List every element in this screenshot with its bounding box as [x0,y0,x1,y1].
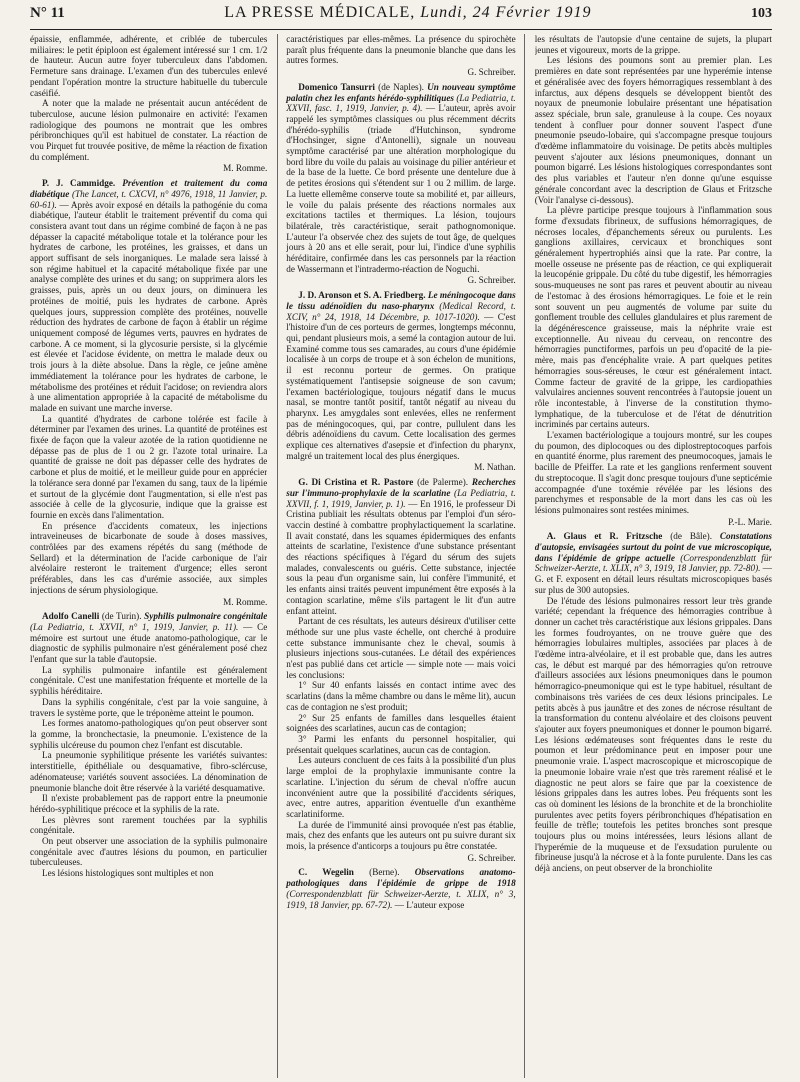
abstract-entry [30,178,267,413]
abstract-body: — C'est l'histoire d'un de ces porteurs de germes, longtemps méconnu, qui, pendant plusieurs mois, a semé la contagion autour de lui. Examiné comme tous ses camarades, au cours d'une épidémie localisée à un corps de troupe et à son échelon de munitions, il est reconnu porteur de germes. On pratique systématiquement l'antisepsie soigneuse de son cavum; l'examen bactériologique, toujours négatif dans le mucus nasal, se montre tantôt positif, tantôt négatif au niveau du pharynx. Les amygdales sont enlevées, elles ne renferment pas de méningocoques, qui, par contre, pullulent dans les débris adénoïdiens du cavum. Cette localisation des germes explique ces alternatives d'asepsie et d'infection du pharynx, malgré un traitement local des plus énergiques. [286,311,516,461]
abstract-author: A. Glaus et R. Fritzsche [546,531,663,542]
column-3 [535,34,772,1078]
abstract-source: (La Pediatria, t. XXVII, fasc. 1, 1919, Janvier, p. 4). [286,92,516,114]
author-signature: G. Schreiber. [467,852,516,863]
abstract-entry [286,290,515,461]
journal-name: LA PRESSE MÉDICALE, [224,4,416,21]
paragraph: En présence d'accidents comateux, les injections intraveineuses de bicarbonate de soude à doses massives, contrôlées par des examens répétés du sang (méthode de Sellard) et la détermination de l'acide carbonique de l'air alvéolaire resteront le traitement d'urgence; elles seront préférables, dans les cas d'urémie associée, aux simples injections de sérum physiologique. [30,520,268,595]
paragraph: La quantité d'hydrates de carbone tolérée est facile à déterminer par l'examen des urines. La quantité de protéines est fixée de façon que la valeur azotée de la ration quotidienne ne dépasse pas de plus de 1 ou 2 gr. l'azote total urinaire. La quantité de graisse ne doit pas dépasser celle des hydrates de carbone et plus de moitié, et le meilleur guide pour en apprécier la tolérance sera donné par l'examen du sang, taux de la lipémie et surtout de la glycémie dont l'augmentation, si elle n'est pas associée à celle de la glycosurie, indique que la graisse est fournie en excès dans l'alimentation. [30,413,268,520]
author-signature: M. Romme. [223,163,268,174]
abstract-author: J. D. Aronson et S. A. Friedberg. [298,290,426,301]
paragraph: Dans la syphilis congénitale, c'est par la voie sanguine, à travers le système porte, que le tréponème atteint le poumon. [30,696,268,718]
paragraph: De l'étude des lésions pulmonaires ressort leur très grande variété; cependant la fréquence des hémorragies contribue à donner un cachet très caractéristique aux lésions grippales. Dans les formes foudroyantes, on ne trouve guère que des hémorragies lobulaires multiples, associées par places à de l'œdème intra-alvéolaire, et il est probable que, dans les autres cas, le début est marqué par des hémorragies qu'on retrouve d'ailleurs associées aux lésions pneumoniques dans le poumon hémorragico-pneumonique qui est le type habituel, résultant de combinaisons très variées de ces deux lésions principales. Le petits abcès à pus jaunâtre et des zones de nécrose résultant de la transformation du contenu alvéolaire et des cloisons peuvent s'ajouter aux foyers pneumoniques et donner le poumon bigarré. Les lésions œdémateuses sont fréquentes dans le reste du poumon et leur prédominance peut en imposer pour une pneumonie vraie. L'aspect macroscopique et microscopique de la pneumonie lobaire vraie n'est que très rarement réalisé et le diagnostic ne peut alors se faire que par la coexistence de lésions grippales dans les autres lobes. Peu fréquents sont les cas où dominent les lésions de la bronchite et de la bronchiolite purulentes avec petits foyers péribronchiques d'hépatisation en feuille de trèfle; toutefois les petites bronches sont presque toujours plus ou moins intéressées, leurs lésions allant de l'hyperémie de la muqueuse et de l'exsudation purulente ou fibrineuse jusqu'à la nécrose et à la fonte purulente. Dans les cas déjà anciens, on peut observer de la bronchiolite [534,595,772,874]
abstract-entry [30,611,267,665]
paragraph: 3° Parmi les enfants du personnel hospitalier, qui présentait quelques scarlatines, aucun cas de contagion. [286,734,516,755]
abstract-entry [535,531,772,595]
abstract-title: Syphilis pulmonaire congénitale [144,611,268,622]
paragraph: A noter que la malade ne présentait aucun antécédent de tuberculose, aucune lésion pulmonaire en activité: l'examen radiologique des poumons ne montrait que les ombres péribronchiques qu'il est habituel de constater. La réaction de vou Pirquet fut trouvée positive, de même la réaction de fixation du complément. [30,98,268,162]
issue-date: Lundi, 24 Février 1919 [420,4,592,21]
abstract-author: P. J. Cammidge. [42,178,116,189]
abstract-author: C. Wegelin [298,867,354,878]
abstract-location: (Berne). [369,867,400,878]
abstract-title: Le méningocoque dans le tissu adénoïdien du naso-pharynx [286,290,516,311]
abstract-body: — Après avoir exposé en détails la pathogénie du coma diabétique, l'auteur établit le traitement préventif du coma qui consistera avant tout dans un régime combiné de façon à ne pas dépasser la capacité métabolique totale et la tolérance pour les hydrates de carbone, les protéines, les graisses, et dans un apport suffisant de sels inorganiques. Le malade sera laissé à son régime habituel et la capacité métabolique fixée par une analyse complète des urines et du sang; on supprimera alors les graisses, puis, après un ou deux jours, on diminuera les protéines de moitié, puis les hydrates de carbone. Après quelques jours, suppression complète des protéines, nouvelle réduction des hydrates de carbone de façon à établir un régime uniquement composé de légumes verts, pauvres en hydrates de carbone. A ce moment, si la glycosurie persiste, si la glycémie est élevée et l'acidose évidente, on mettra le malade deux ou trois jours à la diète absolue. Dans la règle, ce jeûne amène immédiatement la tolérance pour les hydrates de carbone, le métabolisme des protéines et réduit l'acidose; on reviendra alors à une alimentation appropriée à la capacité de métabolisme du malade en suivant une marche inverse. [30,199,268,413]
author-signature: P.-L. Marie. [728,516,772,527]
abstract-source: (La Pediatria, t. XXVII, n° 1, 1919, Janvier, p. 11). [30,621,239,632]
abstract-entry [286,82,515,275]
abstract-source: (The Lancet, t. CXCVI, n° 4976, 1918, 11 Janvier, p. 60-61). [30,188,268,210]
abstract-title: Un nouveau symptôme palatin chez les enfants hérédo-syphilitiques [286,81,516,103]
paragraph: Il n'existe probablement pas de rapport entre la pneumonie hérédo-syphilitique précoce et la syphilis de la rate. [30,793,268,814]
paragraph: épaissie, enflammée, adhérente, et criblée de tubercules miliaires: le petit épiploon est également intéressé sur 1 cm. 1/2 de hauteur. Aucun autre foyer tuberculeux dans l'abdomen. Fermeture sans drainage. L'examen d'un des tubercules enlevé pendant l'opération montre la structure habituelle du tubercule caséifié. [30,34,268,98]
abstract-location: (de Bâle). [670,531,713,542]
page-header [30,4,772,30]
column-2 [277,34,524,1078]
paragraph: Les plèvres sont rarement touchées par la syphilis congénitale. [30,814,268,836]
abstract-body: — G. et F. exposent en détail leurs résultats microscopiques basés sur plus de 300 autopsies. [534,563,772,595]
author-signature: G. Schreiber. [467,275,516,286]
paragraph: Partant de ces résultats, les auteurs désireux d'utiliser cette méthode sur une plus vaste échelle, ont cherché à produire cette substance immunisante chez le cheval, soumis à plusieurs injections sous-cutanées. Le détail des expériences n'est pas publié dans cet article — simple note — mais voici les conclusions: [286,616,516,680]
abstract-source: (La Pediatria, t. XXVII, f. 1, 1919, Janvier, p. 1). [286,487,516,509]
paragraph: La plèvre participe presque toujours à l'inflammation sous forme d'exsudats fibrineux, de suffusions hémorragiques, de nécroses locales, d'épanchements séreux ou purulents. Les ganglions axillaires, cervicaux et bronchiques sont généralement hypertrophiés ainsi que la rate. Par contre, la moelle osseuse ne présente pas de réaction, ce qui expliquerait la leucopénie grippale. Du côté du tube digestif, les hémorragies sous-muqueuses ne sont pas rares et peuvent aboutir au niveau de l'estomac à des érosions hémorragiques. Le foie et le rein sont souvent un peu augmentés de volume par suite du gonflement trouble des cellules glandulaires et plus rarement de la dégénérescence graisseuse, mais la néphrite vraie est exceptionnelle. Au niveau du cerveau, on rencontre des hémorragies punctiformes, parfois un peu d'opacité de la pie-mère, mais pas d'encéphalite vraie. A part quelques petites hémorragies sous-séreuses, le cœur est généralement intact. Comme facteur de gravité de la grippe, les cardiopathies valvulaires anciennes souvent rencontrées à l'autopsie jouent un rôle incontestable, à l'inverse de la constitution thymo-lymphatique, de la tuberculose et de l'état de dénutrition incriminés par certains auteurs. [534,205,772,430]
author-signature: M. Nathan. [474,462,516,473]
abstract-title: Observations anatomo-pathologiques dans l'épidémie de grippe de 1918 [286,867,516,889]
abstract-title: Recherches sur l'immuno-prophylaxie de la scarlatine [286,477,516,498]
paragraph: L'examen bactériologique a toujours montré, sur les coupes du poumon, des diplocoques ou des diplostreptocoques parfois en quantité énorme, plus rarement des pneumocoques, jamais le bacille de Pfeiffer. La rate et les ganglions renferment souvent du streptocoque. Il s'agit donc presque toujours d'une septicémie accompagnée d'une toxémie révélée par les lésions des parenchymes et responsable de la mort dans les cas où les lésions pulmonaires sont restées minimes. [534,430,772,515]
abstract-location: (de Naples). [378,81,424,92]
abstract-entry [286,477,515,616]
author-signature: G. Schreiber. [467,67,516,78]
paragraph: Les formes anatomo-pathologiques qu'on peut observer sont la gomme, la bronchectasie, la pneumonie. L'existence de la syphilis ulcéreuse du poumon chez l'enfant est discutable. [30,718,268,750]
paragraph: caractéristiques par elles-mêmes. La présence du spirochète paraît plus fréquente dans la pneumonie blanche que dans les autres formes. [286,34,516,66]
paragraph: les résultats de l'autopsie d'une centaine de sujets, la plupart jeunes et vigoureux, morts de la grippe. [534,34,772,55]
article-columns [30,34,772,1078]
abstract-author: Adolfo Canelli [42,611,100,622]
journal-title [224,4,591,22]
paragraph: Les auteurs concluent de ces faits à la possibilité d'un plus large emploi de la prophylaxie immunisante contre la scarlatine. L'injection du sérum de cheval n'offre aucun inconvénient autre que la possibilité d'accidents sériques, avec, entre autres, apparition éventuelle d'un exanthème scarlatiniforme. [286,755,516,819]
abstract-source: (Correspondenzblatt für Schweizer-Aerzte, t. XLIX, n° 3, 1919, 18 Janvier, pp. 67-72). [286,888,516,910]
abstract-body: — L'auteur, après avoir rappelé les symptômes classiques ou plus récemment décrits d'hérédo-syphilis (triade d'Hutchinson, syndrome d'Hochsinger, signe d'Antonelli), signale un nouveau symptôme caractérisé par une altération morphologique du bord libre du voile du palais au voisinage du pilier antérieur et de la base de la luette. Ce bord présente une dentelure due à de petites érosions qui s'étendent sur 1 ou 2 millim. de large. La luette ellemême conserve toute sa mobilité et, par ailleurs, le voile du palais présente des réactions normales aux excitations tactiles et thermiques. La lésion, toujours bilatérale, très caractéristique, serait pathognomonique. L'auteur l'a observée chez des sujets de tout âge, de quelques jours à 20 ans et elle serait, pour lui, l'indice d'une syphilis héréditaire, confirmée dans les cas personnels par la réaction de Wassermann et l'intradermo-réaction de Noguchi. [286,103,516,274]
abstract-body: — Ce mémoire est surtout une étude anatomo-pathologique, car le diagnostic de syphilis pulmonaire n'est généralement posé chez l'enfant que sur la table d'autopsie. [30,621,268,665]
abstract-title: Prévention et traitement du coma diabétique [30,178,268,199]
paragraph: La durée de l'immunité ainsi provoquée n'est pas établie, mais, chez des enfants que les auteurs ont pu suivre durant six mois, la présence d'anticorps a toujours pu être constatée. [286,819,516,852]
abstract-source: (Correspondenzblatt für Schweizer-Aerzte, t. XLIX, n° 3, 1919, 18 Janvier, pp. 72-80). [534,552,772,574]
abstract-author: G. Di Cristina et R. Pastore [298,477,414,488]
abstract-title: Constatations d'autopsie, envisagées surtout du point de vue microscopique, dans l'épidémie de grippe actuelle [534,531,772,563]
paragraph: 2° Sur 25 enfants de familles dans lesquelles étaient soignées des scarlatines, aucun cas de contagion; [286,712,516,734]
column-1 [30,34,267,1078]
author-signature: M. Romme. [223,596,268,607]
paragraph: Les lésions des poumons sont au premier plan. Les premières en date sont représentées par une hyperémie intense et généralisée avec des foyers hémorragiques ressemblant à des infarctus, aux dépens desquels se développent bientôt des noyaux de pneumonie lobulaire présentant une hépatisation assez spéciale, brun sale, granuleuse à la coupe. Ces noyaux tendent à confluer pour donner souvent l'aspect d'une pneumonie pseudo-lobaire, qui s'accompagne presque toujours d'œdème inflammatoire du voisinage. De petits abcès multiples peuvent s'ajouter aux lésions pneumoniques, donnant un poumon bigarré. Les lésions histologiques correspondantes sont des plus variables et l'auteur n'en donne qu'une esquisse générale concordant avec la description de Glaus et Fritzsche (Voir l'analyse ci-dessous). [534,55,772,205]
abstract-body: — En 1916, le professeur Di Cristina publiait les résultats obtenus par l'emploi d'un séro-vaccin destiné à combattre prophylactiquement la scarlatine. Il avait constaté, dans les squames épidermiques des enfants atteints de scarlatine, l'existence d'une substance présentant des réactions spécifiques à l'égard du sérum des sujets malades, convalescents ou guéris. Cette substance, injectée sous la peau d'un organisme sain, lui confère l'immunité, et les enfants ainsi traités peuvent impunément être exposés à la contagion scarlatine, même s'ils partagent le lit d'un autre enfant atteint. [286,498,516,616]
paragraph: La pneumonie syphilitique présente les variétés suivantes: interstitielle, épithéliale ou desquamative, fibro-sclércuse, adénomateuse; variétés souvent associées. La dénomination de pneumonie blanche doit être réservée à la variété desquamative. [30,750,268,793]
page-number: 103 [750,6,772,21]
paragraph: Les lésions histologiques sont multiples et non [42,868,214,879]
issue-number: N° 11 [30,5,65,21]
abstract-entry [286,867,515,910]
paragraph: La syphilis pulmonaire infantile est généralement congénitale. C'est une manifestation fréquente et mortelle de la syphilis héréditaire. [30,664,268,697]
abstract-author: Domenico Tansurri [298,81,375,92]
paragraph: On peut observer une association de la syphilis pulmonaire congénitale avec d'autres lésions du poumon, en particulier tuberculeuses. [30,836,268,868]
abstract-source: (Medical Record, t. XCIV, n° 24, 1918, 14 Décembre, p. 1017-1020). [286,300,516,322]
abstract-location: (de Palerme). [417,477,469,488]
paragraph: 1° Sur 40 enfants laissés en contact intime avec des scarlatins (dans la même chambre ou dans le même lit), aucun cas de contagion ne s'est produit; [286,680,516,712]
abstract-location: (de Turin). [101,611,142,622]
abstract-body: — L'auteur expose [394,899,465,910]
